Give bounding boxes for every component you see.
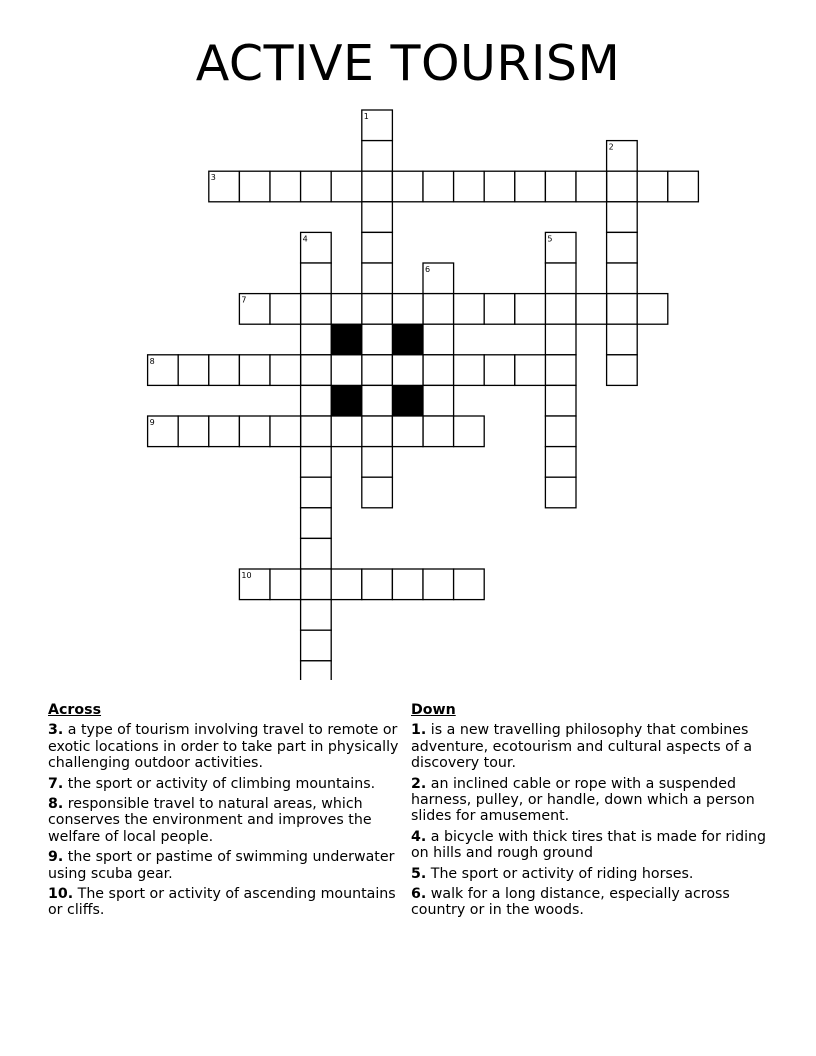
clue-number: 8. <box>48 796 64 813</box>
grid-cell[interactable] <box>637 171 668 202</box>
page-title: ACTIVE TOURISM <box>195 35 621 92</box>
grid-block <box>392 385 423 416</box>
grid-block <box>331 385 362 416</box>
down-clue-5 <box>411 866 771 882</box>
grid-cell[interactable] <box>270 416 301 447</box>
grid-cell[interactable] <box>545 263 576 294</box>
clue-number: 2. <box>411 775 427 792</box>
grid-cell[interactable] <box>301 355 332 386</box>
clue-text: the sport or pastime of swimming underwater using scuba gear. <box>48 849 395 882</box>
grid-cell[interactable] <box>484 171 515 202</box>
grid-block <box>331 324 362 355</box>
grid-number-10: 10 <box>241 571 252 580</box>
grid-cell[interactable] <box>423 416 454 447</box>
grid-cell[interactable] <box>209 355 240 386</box>
grid-cell[interactable] <box>515 171 546 202</box>
grid-cell[interactable] <box>545 447 576 478</box>
clue-text: a bicycle with thick tires that is made for riding on hills and rough ground <box>411 828 767 862</box>
grid-cell[interactable] <box>423 569 454 600</box>
across-clue-7 <box>48 776 408 792</box>
grid-cell[interactable] <box>270 355 301 386</box>
grid-cell[interactable] <box>239 416 270 447</box>
clue-number: 3. <box>48 722 64 739</box>
clue-number: 1. <box>411 722 427 739</box>
grid-number-9: 9 <box>149 418 155 427</box>
grid-cell[interactable] <box>607 324 638 355</box>
grid-number-5: 5 <box>547 234 553 244</box>
grid-cell[interactable] <box>301 416 332 447</box>
grid-cell[interactable] <box>362 324 393 355</box>
clue-number: 4. <box>411 828 427 845</box>
grid-number-7: 7 <box>241 295 247 305</box>
grid-cell[interactable] <box>362 385 393 416</box>
across-clue-8 <box>48 796 408 845</box>
grid-cell[interactable] <box>301 538 332 569</box>
grid-cell[interactable] <box>362 355 393 386</box>
grid-number-8: 8 <box>149 356 155 366</box>
grid-cell[interactable] <box>454 171 485 202</box>
grid-cell[interactable] <box>209 416 240 447</box>
grid-cell[interactable] <box>362 232 393 263</box>
grid-cell[interactable] <box>454 416 485 447</box>
down-clue-1 <box>411 722 771 771</box>
clue-text: The sport or activity of ascending mountains or cliffs. <box>48 886 396 919</box>
across-clue-10 <box>48 886 408 919</box>
grid-cell[interactable] <box>545 385 576 416</box>
grid-cell[interactable] <box>362 171 393 202</box>
clue-number: 10. <box>48 886 74 903</box>
grid-cell[interactable] <box>423 355 454 386</box>
across-clue-3 <box>48 722 408 771</box>
grid-cell[interactable] <box>392 171 423 202</box>
grid-cell[interactable] <box>392 569 423 600</box>
grid-cell[interactable] <box>362 202 393 233</box>
grid-cell[interactable] <box>239 171 270 202</box>
grid-cell[interactable] <box>484 355 515 386</box>
clue-text: responsible travel to natural areas, which conserves the environment and improves the welfare of local people. <box>48 796 372 845</box>
grid-cell[interactable] <box>515 355 546 386</box>
grid-cell[interactable] <box>484 294 515 325</box>
grid-cell[interactable] <box>331 171 362 202</box>
grid-cell[interactable] <box>545 355 576 386</box>
down-clues <box>411 702 771 919</box>
grid-block <box>392 324 423 355</box>
grid-cell[interactable] <box>454 294 485 325</box>
grid-cell[interactable] <box>607 202 638 233</box>
grid-cell[interactable] <box>331 355 362 386</box>
grid-number-1: 1 <box>363 112 369 121</box>
grid-cell[interactable] <box>239 355 270 386</box>
across-heading: Across <box>48 702 102 718</box>
grid-cell[interactable] <box>637 294 668 325</box>
grid-cell[interactable] <box>392 294 423 325</box>
grid-cell[interactable] <box>423 385 454 416</box>
grid-cell[interactable] <box>301 569 332 600</box>
grid-cell[interactable] <box>362 569 393 600</box>
down-clue-6 <box>411 886 771 919</box>
grid-cell[interactable] <box>607 232 638 263</box>
grid-cell[interactable] <box>423 171 454 202</box>
grid-cell[interactable] <box>301 661 332 680</box>
grid-cell[interactable] <box>607 171 638 202</box>
grid-cell[interactable] <box>607 294 638 325</box>
grid-cell[interactable] <box>545 171 576 202</box>
grid-cell[interactable] <box>301 477 332 508</box>
grid-cell[interactable] <box>423 324 454 355</box>
grid-cell[interactable] <box>270 294 301 325</box>
clue-text: a type of tourism involving travel to remote or exotic locations in order to take part in physically challenging outdoor activities. <box>48 722 399 772</box>
clue-number: 9. <box>48 849 64 866</box>
grid-cell[interactable] <box>545 416 576 447</box>
down-clue-4 <box>411 829 771 862</box>
clue-number: 5. <box>411 865 427 882</box>
grid-cell[interactable] <box>362 447 393 478</box>
grid-cell[interactable] <box>362 416 393 447</box>
grid-cell[interactable] <box>301 630 332 661</box>
grid-number-3: 3 <box>210 173 216 183</box>
grid-cell[interactable] <box>301 600 332 631</box>
clue-text: an inclined cable or rope with a suspended harness, pulley, or handle, down which a person slides for amusement. <box>411 775 755 825</box>
grid-cell[interactable] <box>668 171 699 202</box>
clue-number: 6. <box>411 886 427 903</box>
grid-cell[interactable] <box>301 171 332 202</box>
grid-cell[interactable] <box>423 294 454 325</box>
grid-cell[interactable] <box>545 477 576 508</box>
grid-cell[interactable] <box>270 171 301 202</box>
grid-cell[interactable] <box>178 355 209 386</box>
grid-cell[interactable] <box>392 355 423 386</box>
clue-text: The sport or activity of riding horses. <box>426 865 694 882</box>
grid-cell[interactable] <box>301 508 332 539</box>
clue-text: is a new travelling philosophy that combines adventure, ecotourism and cultural aspects of a discovery tour. <box>411 722 753 772</box>
grid-cell[interactable] <box>545 294 576 325</box>
grid-cell[interactable] <box>362 141 393 172</box>
clue-number: 7. <box>48 775 64 792</box>
across-clues <box>48 702 408 919</box>
clue-text: the sport or activity of climbing mountains. <box>63 775 376 792</box>
grid-cell[interactable] <box>454 355 485 386</box>
down-clue-2 <box>411 776 771 825</box>
grid-cell[interactable] <box>301 447 332 478</box>
grid-number-2: 2 <box>608 142 614 152</box>
grid-cell[interactable] <box>607 263 638 294</box>
grid-cell[interactable] <box>362 477 393 508</box>
grid-cell[interactable] <box>331 416 362 447</box>
grid-cell[interactable] <box>270 569 301 600</box>
grid-cell[interactable] <box>331 569 362 600</box>
grid-cell[interactable] <box>545 324 576 355</box>
grid-cell[interactable] <box>576 294 607 325</box>
grid-cell[interactable] <box>576 171 607 202</box>
grid-cell[interactable] <box>301 385 332 416</box>
grid-cell[interactable] <box>454 569 485 600</box>
grid-cell[interactable] <box>301 294 332 325</box>
grid-cell[interactable] <box>331 294 362 325</box>
grid-cell[interactable] <box>362 263 393 294</box>
grid-cell[interactable] <box>301 324 332 355</box>
down-heading: Down <box>411 702 456 718</box>
grid-cell[interactable] <box>515 294 546 325</box>
grid-cell[interactable] <box>392 416 423 447</box>
grid-cell[interactable] <box>301 263 332 294</box>
clue-text: walk for a long distance, especially across country or in the woods. <box>411 886 730 919</box>
grid-number-6: 6 <box>425 265 431 274</box>
grid-cell[interactable] <box>607 355 638 386</box>
across-clue-9 <box>48 849 408 882</box>
grid-cell[interactable] <box>362 294 393 325</box>
grid-cell[interactable] <box>178 416 209 447</box>
grid-number-4: 4 <box>302 234 308 244</box>
